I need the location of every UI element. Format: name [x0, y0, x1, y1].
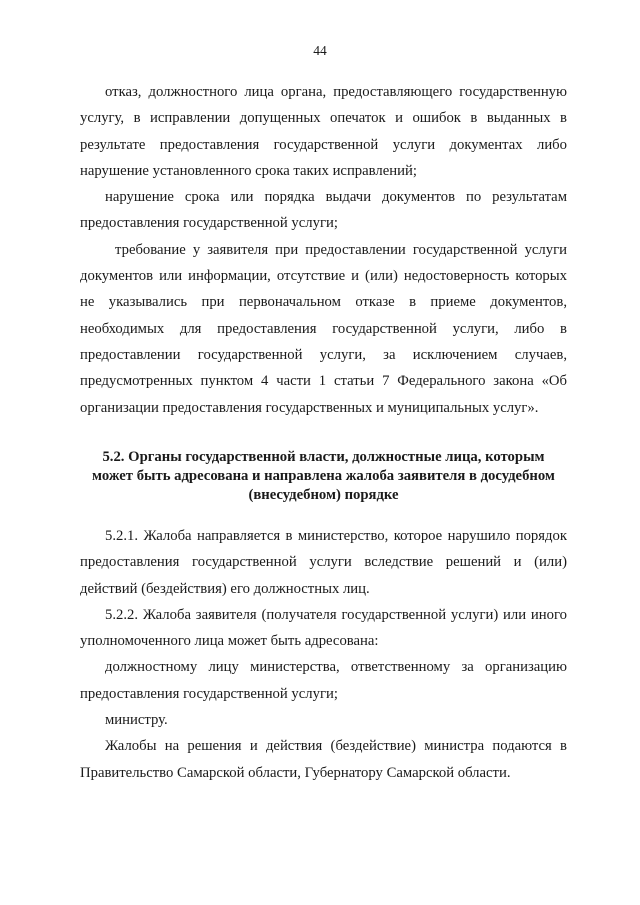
heading-line: может быть адресована и направлена жалоба заявителя в досудебном: [92, 468, 555, 484]
complaint-addressees-block: [80, 523, 567, 786]
page-number: 44: [313, 43, 327, 58]
paragraph-refusal-to-correct: отказ, должностного лица органа, предоставляющего государственную услугу, в исправлении допущенных опечаток и ошибок в выданных в результате предоставления государственной услуги документах либо нарушение установленного срока таких исправлений;: [80, 84, 567, 179]
complaint-grounds-block: [80, 79, 567, 421]
paragraph-5-2-2: 5.2.2. Жалоба заявителя (получателя государственной услуги) или иного уполномоченного лица может быть адресована:: [80, 606, 567, 650]
paragraph-official: должностному лицу министерства, ответственному за организацию предоставления государственной услуги;: [80, 659, 567, 702]
heading-line: (внесудебном) порядке: [248, 487, 399, 503]
paragraph-5-2-1: 5.2.1. Жалоба направляется в министерство, которое нарушило порядок предоставления государственной услуги вследствие решений и (или) действий (бездействия) его должностных лиц.: [80, 528, 567, 597]
section-heading-5-2: [80, 448, 567, 505]
paragraph-minister: министру.: [105, 712, 168, 729]
paragraph-government-appeal: Жалобы на решения и действия (бездействие) министра подаются в Правительство Самарской области, Губернатору Самарской области.: [80, 738, 567, 781]
paragraph-document-request: требование у заявителя при предоставлении государственной услуги документов или информации, отсутствие и (или) недостоверность которых не указывались при первоначальном отказе в приеме документов, необходимых для предоставления государственной услуги, либо в предоставлении государственной услуги, за исключением случаев, предусмотренных пунктом 4 части 1 статьи 7 Федерального закона «Об организации предоставления государственных и муниципальных услуг».: [80, 241, 567, 416]
paragraph-deadline-violation: нарушение срока или порядка выдачи документов по результатам предоставления государственной услуги;: [80, 189, 567, 232]
heading-line: 5.2. Органы государственной власти, должностные лица, которым: [102, 449, 545, 465]
